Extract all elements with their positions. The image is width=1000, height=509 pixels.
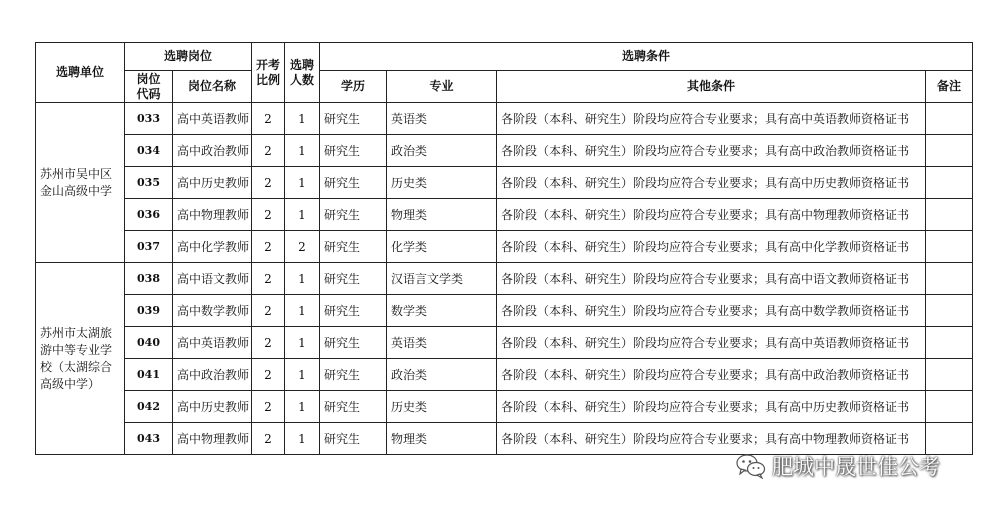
code-cell: 039 bbox=[125, 295, 173, 327]
watermark-text: 肥城中晟世佳公考 bbox=[772, 455, 940, 479]
ratio-cell: 2 bbox=[252, 391, 285, 423]
other-cell: 各阶段（本科、研究生）阶段均应符合专业要求；具有高中政治教师资格证书 bbox=[497, 359, 926, 391]
major-cell: 物理类 bbox=[387, 199, 497, 231]
header-major: 专业 bbox=[387, 71, 497, 103]
count-cell: 1 bbox=[285, 423, 320, 455]
remark-cell bbox=[926, 135, 973, 167]
count-cell: 1 bbox=[285, 263, 320, 295]
education-cell: 研究生 bbox=[320, 199, 387, 231]
ratio-cell: 2 bbox=[252, 231, 285, 263]
education-cell: 研究生 bbox=[320, 135, 387, 167]
header-position-group: 选聘岗位 bbox=[125, 43, 252, 71]
table-row bbox=[36, 263, 973, 295]
name-cell: 高中政治教师 bbox=[173, 359, 252, 391]
table-row bbox=[36, 295, 973, 327]
remark-cell bbox=[926, 199, 973, 231]
ratio-cell: 2 bbox=[252, 423, 285, 455]
major-cell: 政治类 bbox=[387, 359, 497, 391]
count-cell: 1 bbox=[285, 167, 320, 199]
other-cell: 各阶段（本科、研究生）阶段均应符合专业要求；具有高中化学教师资格证书 bbox=[497, 231, 926, 263]
name-cell: 高中英语教师 bbox=[173, 103, 252, 135]
table-row bbox=[36, 135, 973, 167]
name-cell: 高中数学教师 bbox=[173, 295, 252, 327]
header-conditions: 选聘条件 bbox=[320, 43, 973, 71]
education-cell: 研究生 bbox=[320, 391, 387, 423]
remark-cell bbox=[926, 359, 973, 391]
code-cell: 034 bbox=[125, 135, 173, 167]
other-cell: 各阶段（本科、研究生）阶段均应符合专业要求；具有高中英语教师资格证书 bbox=[497, 103, 926, 135]
name-cell: 高中物理教师 bbox=[173, 199, 252, 231]
count-cell: 1 bbox=[285, 327, 320, 359]
header-unit: 选聘单位 bbox=[36, 43, 125, 103]
remark-cell bbox=[926, 391, 973, 423]
ratio-cell: 2 bbox=[252, 135, 285, 167]
table-row bbox=[36, 199, 973, 231]
ratio-cell: 2 bbox=[252, 295, 285, 327]
other-cell: 各阶段（本科、研究生）阶段均应符合专业要求；具有高中语文教师资格证书 bbox=[497, 263, 926, 295]
recruitment-table-container bbox=[35, 42, 973, 455]
remark-cell bbox=[926, 231, 973, 263]
major-cell: 英语类 bbox=[387, 327, 497, 359]
other-cell: 各阶段（本科、研究生）阶段均应符合专业要求；具有高中数学教师资格证书 bbox=[497, 295, 926, 327]
table-row bbox=[36, 359, 973, 391]
watermark bbox=[736, 450, 940, 482]
header-other: 其他条件 bbox=[497, 71, 926, 103]
table-row bbox=[36, 231, 973, 263]
other-cell: 各阶段（本科、研究生）阶段均应符合专业要求；具有高中历史教师资格证书 bbox=[497, 167, 926, 199]
name-cell: 高中英语教师 bbox=[173, 327, 252, 359]
ratio-cell: 2 bbox=[252, 263, 285, 295]
education-cell: 研究生 bbox=[320, 167, 387, 199]
code-cell: 033 bbox=[125, 103, 173, 135]
major-cell: 英语类 bbox=[387, 103, 497, 135]
code-cell: 036 bbox=[125, 199, 173, 231]
education-cell: 研究生 bbox=[320, 295, 387, 327]
code-cell: 040 bbox=[125, 327, 173, 359]
count-cell: 2 bbox=[285, 231, 320, 263]
count-cell: 1 bbox=[285, 391, 320, 423]
header-count: 选聘 人数 bbox=[285, 43, 320, 103]
ratio-cell: 2 bbox=[252, 103, 285, 135]
remark-cell bbox=[926, 295, 973, 327]
table-row bbox=[36, 327, 973, 359]
education-cell: 研究生 bbox=[320, 359, 387, 391]
other-cell: 各阶段（本科、研究生）阶段均应符合专业要求；具有高中政治教师资格证书 bbox=[497, 135, 926, 167]
header-ratio: 开考 比例 bbox=[252, 43, 285, 103]
name-cell: 高中政治教师 bbox=[173, 135, 252, 167]
table-row bbox=[36, 167, 973, 199]
major-cell: 化学类 bbox=[387, 231, 497, 263]
education-cell: 研究生 bbox=[320, 263, 387, 295]
code-cell: 041 bbox=[125, 359, 173, 391]
name-cell: 高中历史教师 bbox=[173, 167, 252, 199]
major-cell: 历史类 bbox=[387, 391, 497, 423]
other-cell: 各阶段（本科、研究生）阶段均应符合专业要求；具有高中物理教师资格证书 bbox=[497, 199, 926, 231]
header-education: 学历 bbox=[320, 71, 387, 103]
ratio-cell: 2 bbox=[252, 199, 285, 231]
ratio-cell: 2 bbox=[252, 359, 285, 391]
education-cell: 研究生 bbox=[320, 103, 387, 135]
table-body bbox=[36, 103, 973, 455]
name-cell: 高中物理教师 bbox=[173, 423, 252, 455]
major-cell: 数学类 bbox=[387, 295, 497, 327]
other-cell: 各阶段（本科、研究生）阶段均应符合专业要求；具有高中历史教师资格证书 bbox=[497, 391, 926, 423]
remark-cell bbox=[926, 167, 973, 199]
table-row bbox=[36, 103, 973, 135]
count-cell: 1 bbox=[285, 103, 320, 135]
header-code: 岗位 代码 bbox=[125, 71, 173, 103]
code-cell: 038 bbox=[125, 263, 173, 295]
unit-cell: 苏州市太湖旅游中等专业学校（太湖综合高级中学） bbox=[36, 263, 125, 455]
other-cell: 各阶段（本科、研究生）阶段均应符合专业要求；具有高中英语教师资格证书 bbox=[497, 327, 926, 359]
wechat-icon bbox=[736, 453, 766, 479]
education-cell: 研究生 bbox=[320, 327, 387, 359]
name-cell: 高中化学教师 bbox=[173, 231, 252, 263]
count-cell: 1 bbox=[285, 295, 320, 327]
other-cell: 各阶段（本科、研究生）阶段均应符合专业要求；具有高中物理教师资格证书 bbox=[497, 423, 926, 455]
header-name: 岗位名称 bbox=[173, 71, 252, 103]
count-cell: 1 bbox=[285, 359, 320, 391]
code-cell: 043 bbox=[125, 423, 173, 455]
education-cell: 研究生 bbox=[320, 231, 387, 263]
code-cell: 037 bbox=[125, 231, 173, 263]
ratio-cell: 2 bbox=[252, 167, 285, 199]
recruitment-table bbox=[35, 42, 973, 455]
remark-cell bbox=[926, 263, 973, 295]
name-cell: 高中语文教师 bbox=[173, 263, 252, 295]
remark-cell bbox=[926, 327, 973, 359]
remark-cell bbox=[926, 103, 973, 135]
major-cell: 汉语言文学类 bbox=[387, 263, 497, 295]
name-cell: 高中历史教师 bbox=[173, 391, 252, 423]
count-cell: 1 bbox=[285, 199, 320, 231]
unit-cell: 苏州市吴中区金山高级中学 bbox=[36, 103, 125, 263]
major-cell: 历史类 bbox=[387, 167, 497, 199]
header-remark: 备注 bbox=[926, 71, 973, 103]
count-cell: 1 bbox=[285, 135, 320, 167]
ratio-cell: 2 bbox=[252, 327, 285, 359]
major-cell: 物理类 bbox=[387, 423, 497, 455]
education-cell: 研究生 bbox=[320, 423, 387, 455]
table-row bbox=[36, 391, 973, 423]
code-cell: 035 bbox=[125, 167, 173, 199]
code-cell: 042 bbox=[125, 391, 173, 423]
major-cell: 政治类 bbox=[387, 135, 497, 167]
